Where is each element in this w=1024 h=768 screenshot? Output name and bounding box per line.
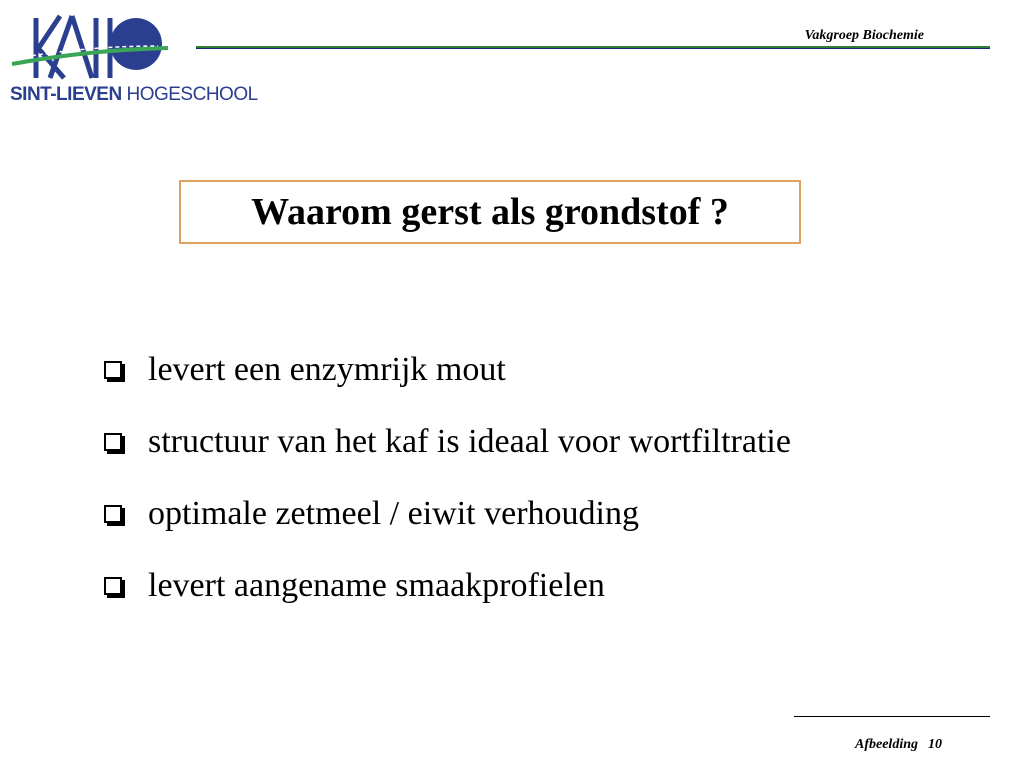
bullet-text: optimale zetmeel / eiwit verhouding: [148, 495, 639, 532]
logo-text: [10, 84, 258, 106]
bullet-text: levert aangename smaakprofielen: [148, 567, 605, 604]
logo-text-secondary: HOGESCHOOL: [126, 84, 258, 105]
footer-rule: [794, 716, 990, 717]
bullet-text: levert een enzymrijk mout: [148, 351, 506, 388]
checkbox-bullet-icon: [104, 577, 122, 595]
department-label: Vakgroep Biochemie: [804, 28, 924, 43]
title-box: [179, 180, 801, 244]
logo-text-main: SINT-LIEVEN: [10, 84, 122, 105]
bullet-item: [104, 478, 791, 550]
bullet-list: [104, 334, 791, 622]
bullet-item: [104, 550, 791, 622]
checkbox-bullet-icon: [104, 433, 122, 451]
checkbox-bullet-icon: [104, 361, 122, 379]
header-rule-blue: [196, 48, 990, 49]
checkbox-bullet-icon: [104, 505, 122, 523]
slide-footer: [855, 737, 942, 753]
bullet-item: [104, 334, 791, 406]
slide-number: 10: [928, 737, 942, 752]
bullet-text: structuur van het kaf is ideaal voor wortfiltratie: [148, 423, 791, 460]
bullet-item: [104, 406, 791, 478]
footer-label: Afbeelding: [855, 737, 918, 752]
slide-title: Waarom gerst als grondstof ?: [251, 191, 729, 233]
